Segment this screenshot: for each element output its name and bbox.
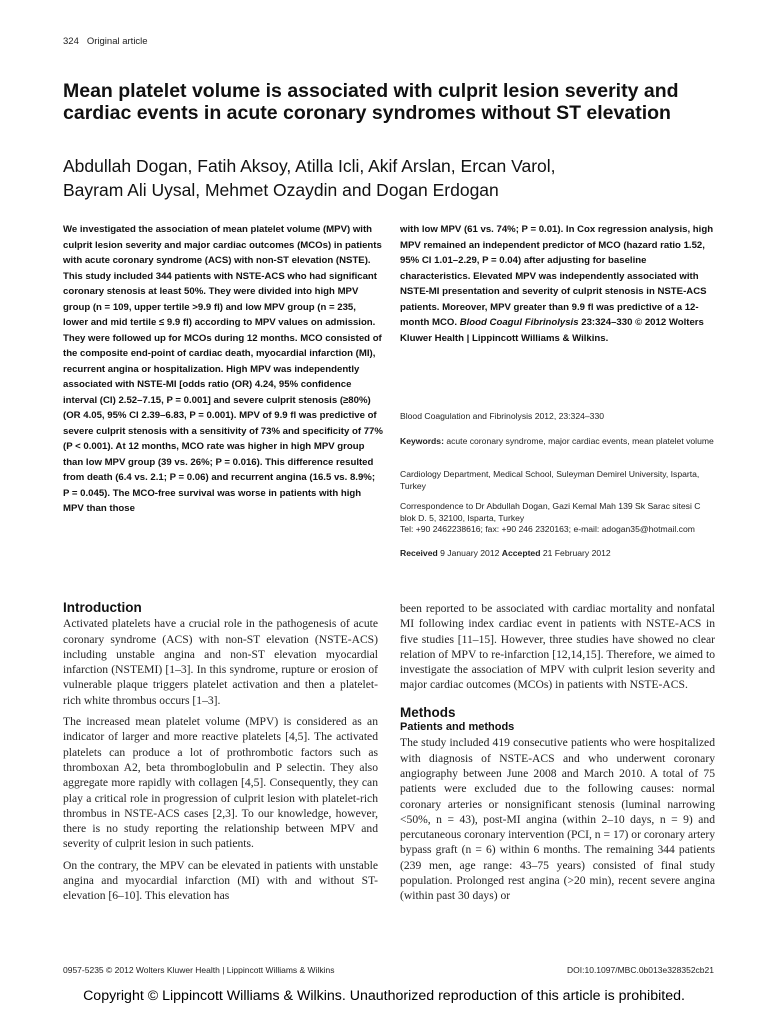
correspondence-contact: Tel: +90 2462238616; fax: +90 246 2320163; e-mail: adogan35@hotmail.com bbox=[400, 524, 695, 534]
copyright-notice: Copyright © Lippincott Williams & Wilkins. Unauthorized reproduction of this article is prohibited. bbox=[83, 988, 685, 1004]
abstract-right-column bbox=[400, 222, 718, 346]
intro-paragraph-3: On the contrary, the MPV can be elevated in patients with unstable angina and myocardial infarction (MI) with and without ST-elevation [6–10]. This elevation has bbox=[63, 858, 378, 903]
methods-paragraph-1: The study included 419 consecutive patients who were hospitalized with diagnosis of NSTE-ACS and who underwent coronary angiography between June 2008 and March 2010. A total of 75 patients were excluded due to the following causes: normal coronary arteries or nonsignificant stenosis (luminal narrowing <50%, n = 43), post-MI angina (within 2–10 days, n = 9) and percutaneous coronary intervention (PCI, n = 17) or coronary artery bypass graft (n = 6) within 6 months. The remaining 344 patients (239 men, age range: 43–75 years) consisted of final study population. Prolonged rest angina (>20 min), recent severe angina (within past 30 days) or bbox=[400, 736, 715, 903]
correspondence-address: Correspondence to Dr Abdullah Dogan, Gazi Kemal Mah 139 Sk Sarac sitesi C blok D. 5, 32100, Isparta, Turkey bbox=[400, 501, 701, 523]
intro-paragraph-4: been reported to be associated with cardiac mortality and nonfatal MI following index cardiac event in patients with NSTE-ACS in five studies [11–15]. However, three studies have showed no clear relation of MPV to re-infarction [12,14,15]. Therefore, we aimed to investigate the association of MPV with culprit lesion severity and major cardiac outcomes (MCOs) in patients with NSTE-ACS. bbox=[400, 602, 715, 692]
correspondence bbox=[400, 501, 718, 536]
accepted-label: Accepted bbox=[501, 548, 541, 558]
article-title: Mean platelet volume is associated with culprit lesion severity and cardiac events in acute coronary syndromes without ST elevation bbox=[63, 80, 679, 124]
page-number: 324 bbox=[63, 36, 79, 47]
intro-paragraph-2: The increased mean platelet volume (MPV) is considered as an indicator of larger and more reactive platelets [4,5]. The activated platelets can produce a lot of prothrombotic factors such as thromboxan A2, beta thromboglobulin and P selectin. They also aggregate more rapidly with collagen [4,5]. Consequently, they can play a critical role in progression of culprit lesion with platelet-rich thrombus in NSTE-ACS cases [2,3]. To our knowledge, however, there is no study reporting the relationship between MPV and severity of culprit lesion in such patients. bbox=[63, 715, 378, 851]
authors-line-1: Abdullah Dogan, Fatih Aksoy, Atilla Icli, Akif Arslan, Ercan Varol, bbox=[63, 156, 556, 176]
footer-doi: DOI:10.1097/MBC.0b013e328352cb21 bbox=[567, 965, 714, 975]
received-label: Received bbox=[400, 548, 438, 558]
received-accepted bbox=[400, 548, 718, 560]
author-list bbox=[63, 154, 703, 202]
accepted-date: 21 February 2012 bbox=[540, 548, 611, 558]
introduction-heading: Introduction bbox=[63, 600, 142, 615]
affiliation: Cardiology Department, Medical School, Suleyman Demirel University, Isparta, Turkey bbox=[400, 469, 700, 491]
keywords bbox=[400, 436, 718, 448]
footer-issn: 0957-5235 © 2012 Wolters Kluwer Health | Lippincott Williams & Wilkins bbox=[63, 965, 335, 975]
left-body-column bbox=[63, 600, 378, 904]
methods-heading: Methods bbox=[400, 704, 456, 720]
abstract-citation: 23:324–330 © 2012 Wolters Kluwer Health | Lippincott Williams & Wilkins. bbox=[400, 317, 704, 344]
keywords-label: Keywords: bbox=[400, 436, 444, 446]
right-body-column bbox=[400, 601, 715, 904]
article-type: Original article bbox=[86, 36, 148, 47]
running-header bbox=[63, 36, 148, 47]
journal-citation: Blood Coagulation and Fibrinolysis 2012, 23:324–330 bbox=[400, 411, 605, 421]
abstract-continued: with low MPV (61 vs. 74%; P = 0.01). In Cox regression analysis, high MPV remained an independent predictor of MCO (hazard ratio 1.52, 95% CI 1.01–2.29, P = 0.04) after adjusting for baseline characteristics. Elevated MPV was independently associated with NSTE-MI presentation and severity of culprit stenosis in NSTE-ACS patients. Moreover, MPV greater than 9.9 fl was predictive of a 12-month MCO. bbox=[400, 224, 714, 328]
keywords-text: acute coronary syndrome, major cardiac events, mean platelet volume bbox=[443, 436, 714, 446]
abstract-citation-journal: Blood Coagul Fibrinolysis bbox=[459, 317, 579, 328]
abstract-left-column: We investigated the association of mean platelet volume (MPV) with culprit lesion severity and major cardiac outcomes (MCOs) in patients with acute coronary syndrome (ACS) with non-ST elevation (NSTE). This study included 344 patients with NSTE-ACS who had significant coronary stenosis at least 50%. They were divided into high MPV group (n = 109, upper tertile >9.9 fl) and low MPV group (n = 235, lower and mid tertile ≤ 9.9 fl) according to MPV values on admission. They were followed up for MCOs during 12 months. MCO consisted of the composite end-point of cardiac death, myocardial infarction (MI), recurrent angina or hospitalization. High MPV was independently associated with NSTE-MI [odds ratio (OR) 4.24, 95% confidence interval (CI) 2.52–7.15, P = 0.001] and severe culprit stenosis (≥80%) (OR 4.05, 95% CI 2.39–6.83, P = 0.001). MPV of 9.9 fl was predictive of severe culprit stenosis with a sensitivity of 73% and specificity of 77% (P < 0.001). At 12 months, MCO rate was higher in high MPV group than low MPV group (39 vs. 26%; P = 0.016). This difference resulted from death (6.4 vs. 2.1; P = 0.06) and recurrent angina (16.5 vs. 8.9%; P = 0.045). The MCO-free survival was worse in patients with high MPV than those bbox=[63, 224, 383, 514]
intro-paragraph-1: Activated platelets have a crucial role in the pathogenesis of acute coronary syndrome (ACS) with non-ST elevation (NSTE-ACS) including unstable angina and non-ST elevation myocardial infarction (NSTEMI) [1–3]. In this syndrome, rupture or erosion of vulnerable plaque triggers platelet activation and then a platelet-rich white thrombus occurs [1–3]. bbox=[63, 617, 378, 707]
received-date: 9 January 2012 bbox=[437, 548, 502, 558]
authors-line-2: Bayram Ali Uysal, Mehmet Ozaydin and Dogan Erdogan bbox=[63, 180, 499, 200]
patients-methods-subheading: Patients and methods bbox=[400, 721, 515, 734]
